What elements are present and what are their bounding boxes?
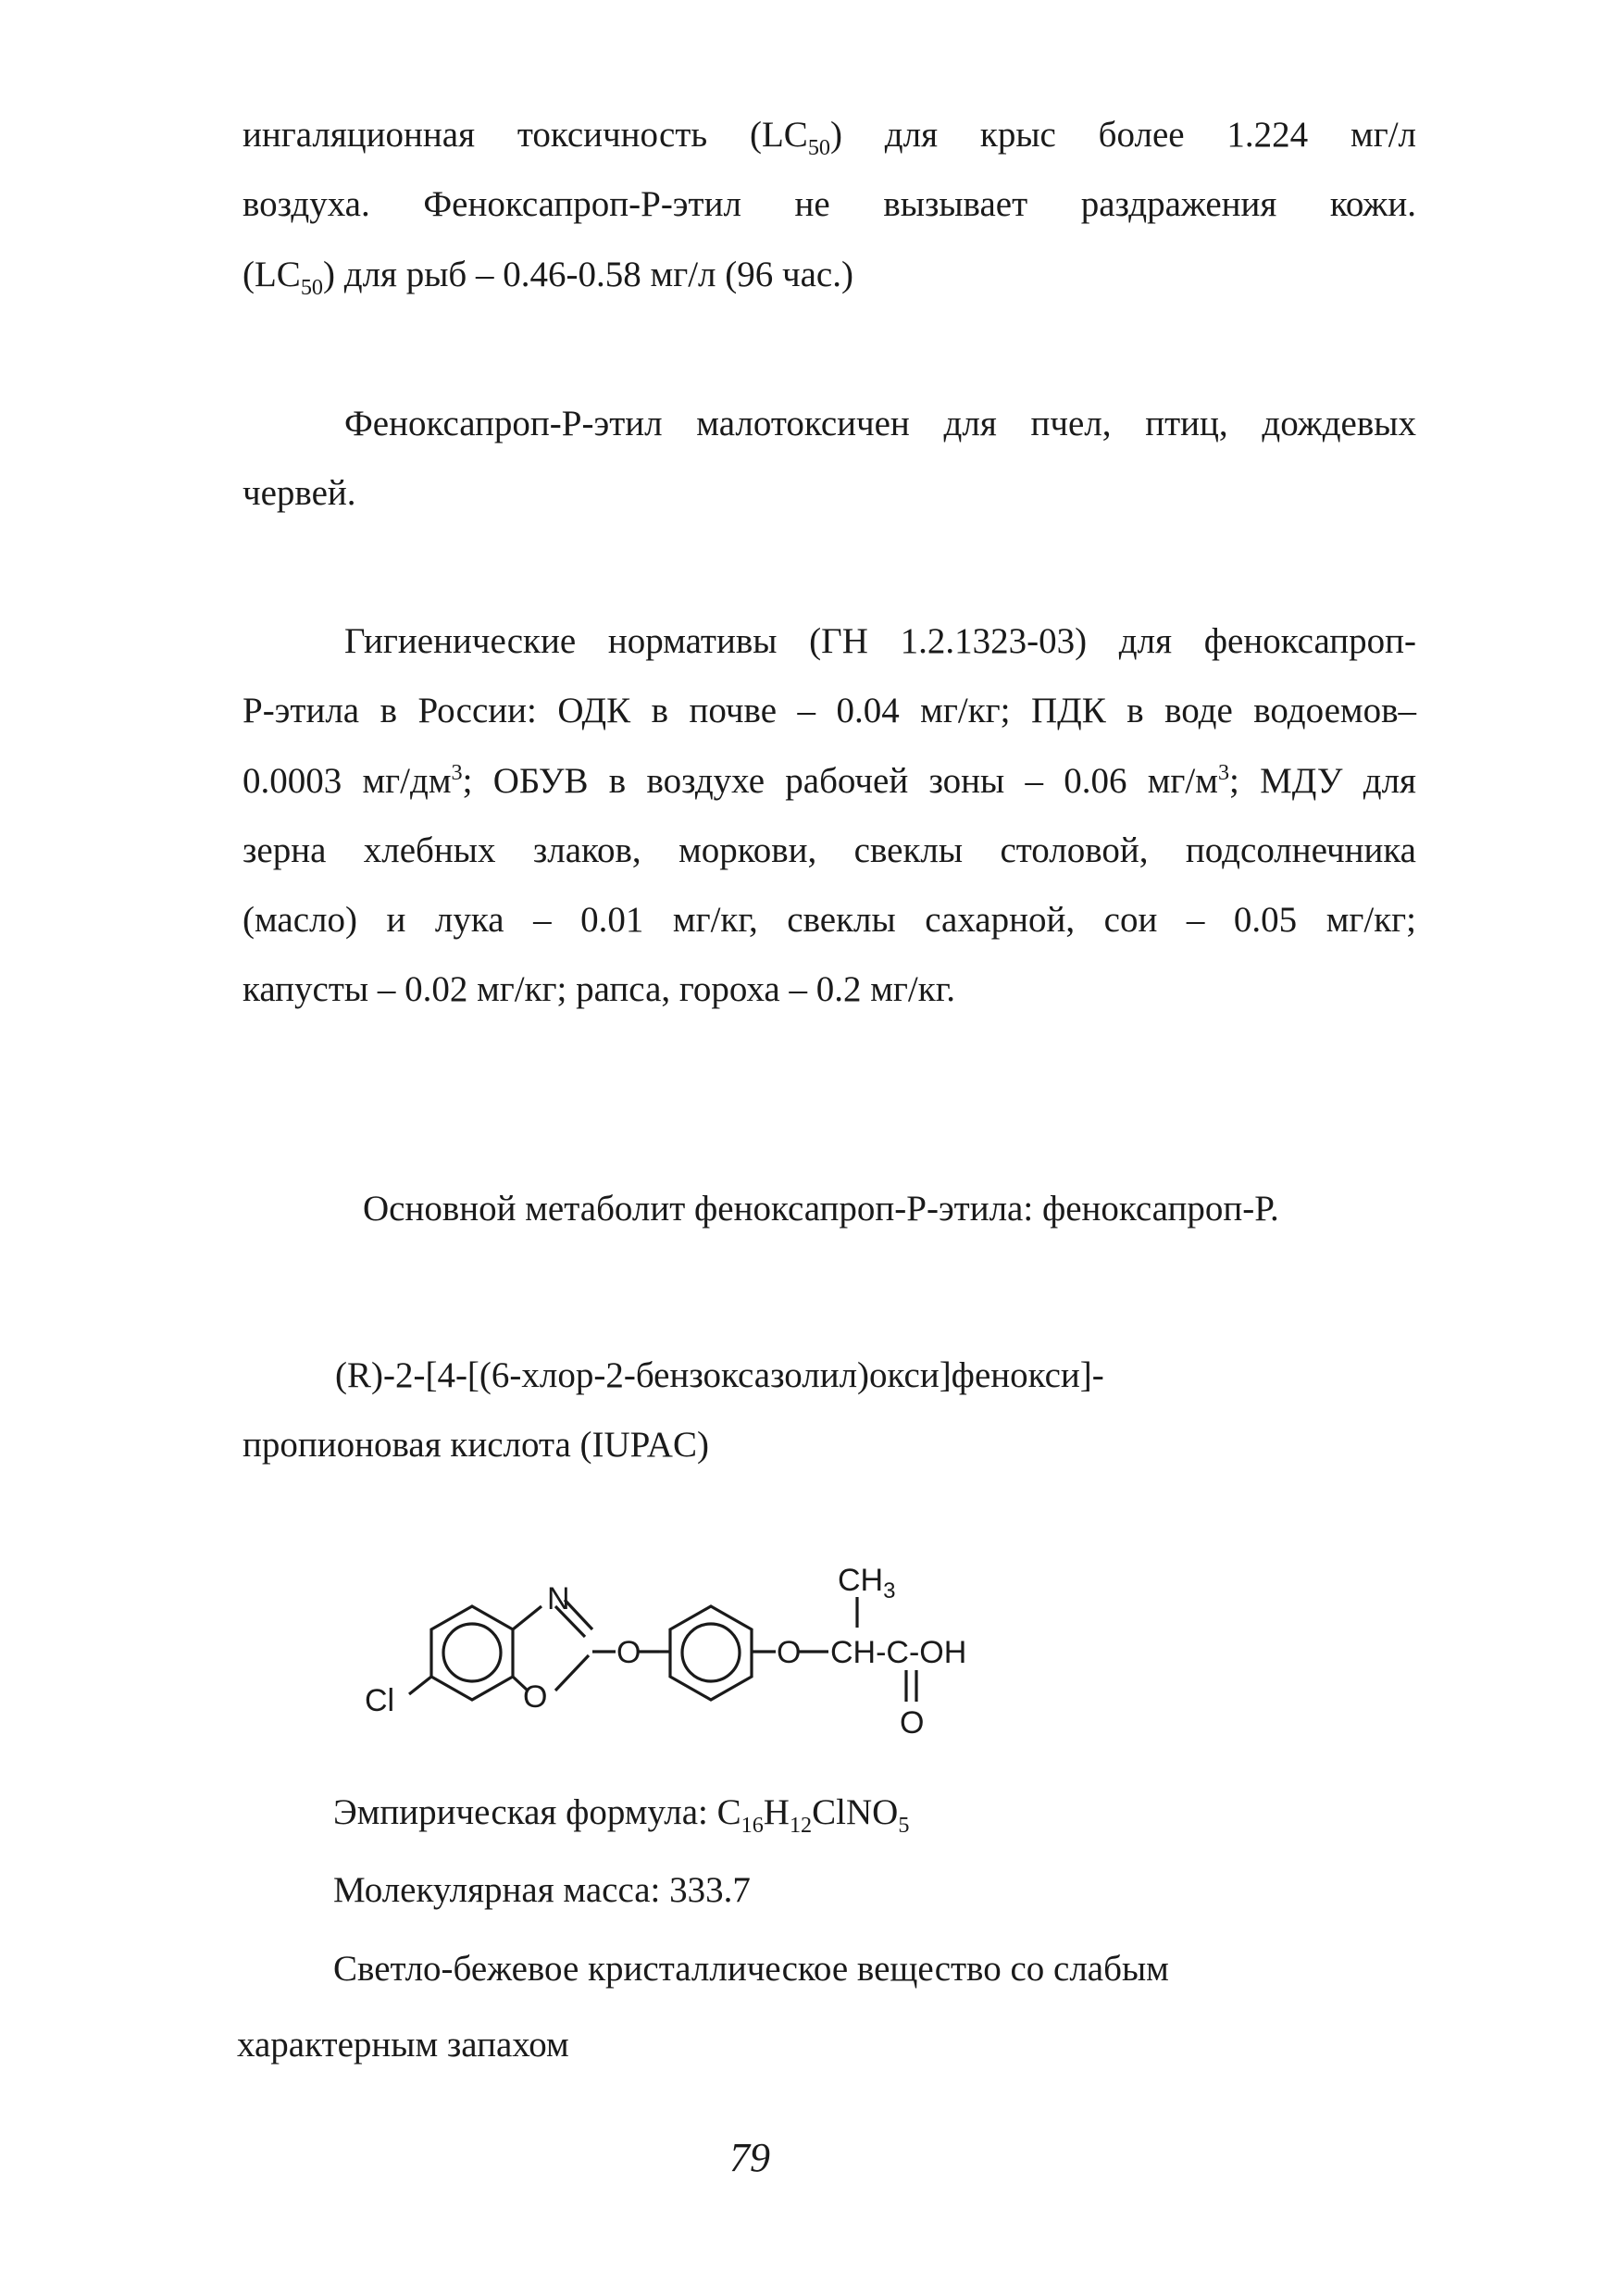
page-number: 79 xyxy=(729,2135,770,2180)
description-line: характерным запахом xyxy=(237,2025,569,2065)
group-CH3: $CH_3$ xyxy=(838,1563,896,1603)
atom-N: N xyxy=(547,1581,570,1616)
empirical-formula: Эмпирическая формула: $C_{16}H_{12}ClNO_5$ xyxy=(333,1792,910,1838)
aromatic-circle xyxy=(443,1624,501,1681)
text-line: Основной метаболит феноксапроп-Р-этила: феноксапроп-Р. xyxy=(363,1189,1279,1229)
atom-O-link: O xyxy=(616,1635,641,1670)
atom-O-link: O xyxy=(777,1635,802,1670)
group-chain: CH-C-OH xyxy=(830,1635,967,1670)
aromatic-circle xyxy=(682,1624,740,1681)
text-line: воздуха. Феноксапроп-Р-этил не вызывает раздражения кожи. xyxy=(243,184,1416,225)
text-line: капусты – 0.02 мг/кг; рапса, гороха – 0.2 мг/кг. xyxy=(243,969,956,1010)
description-line: Светло-бежевое кристаллическое вещество со слабым xyxy=(333,1949,1169,1989)
paragraph-low-toxicity xyxy=(243,389,1416,529)
structural-formula xyxy=(333,1555,1074,1764)
text-line: (R)-2-[4-[(6-хлор-2-бензоксазолил)окси]фенокси]- xyxy=(335,1355,1104,1395)
text-line: 0.0003 $мг/дм^3$; ОБУВ в воздухе рабочей зоны – 0.06 $мг/м^3$; МДУ для xyxy=(243,759,1416,801)
text-line: пропионовая кислота (IUPAC) xyxy=(243,1425,709,1466)
text-line: Феноксапроп-Р-этил малотоксичен для пчел, птиц, дождевых xyxy=(344,404,1416,443)
atom-O-ring: O xyxy=(523,1679,548,1715)
paragraph-iupac-name xyxy=(243,1341,1416,1480)
molecular-mass: Молекулярная масса: 333.7 xyxy=(333,1870,751,1910)
text-line: червей. xyxy=(243,473,356,514)
paragraph-toxicity xyxy=(243,100,1416,309)
text-line: (масло) и лука – 0.01 мг/кг, свеклы сахарной, сои – 0.05 мг/кг; xyxy=(243,900,1416,941)
text-line: ингаляционная токсичность $(LC_{50})$ для крыс более 1.224 мг/л xyxy=(243,115,1416,160)
text-line: зерна хлебных злаков, моркови, свеклы столовой, подсолнечника xyxy=(243,830,1416,870)
atom-Cl: Cl xyxy=(365,1683,395,1718)
text-line: Р-этила в России: ОДК в почве – 0.04 мг/кг; ПДК в воде водоемов– xyxy=(243,691,1416,731)
atom-O-carbonyl: O xyxy=(900,1705,925,1741)
paragraph-hygiene-norms xyxy=(243,606,1416,1025)
text-line: $(LC_{50})$ для рыб – 0.46-0.58 мг/л (96 час.) xyxy=(243,254,853,300)
text-line: Гигиенические нормативы (ГН 1.2.1323-03) для феноксапроп- xyxy=(344,621,1416,661)
paragraph-metabolite xyxy=(243,1174,1416,1243)
